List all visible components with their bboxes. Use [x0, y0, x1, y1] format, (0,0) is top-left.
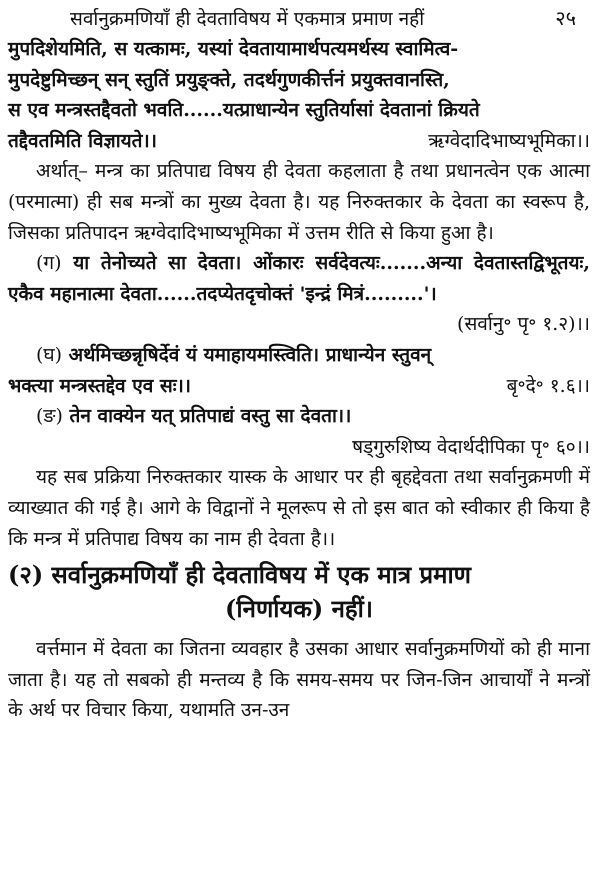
paragraph-2: यह सब प्रक्रिया निरुक्तकार यास्क के आधार पर ही बृहद्देवता तथा सर्वानुक्रमणी में व्याख्यात की गई है। आगे के विद्वानों ने मूलरूप से तो इस बात को स्वीकार ही किया है कि मन्त्र में प्रतिपाद्य विषय का नाम ही देवता है।।	[8, 466, 590, 550]
para1-text: मन्त्र का प्रतिपाद्य विषय ही देवता कहलाता है तथा प्रधानत्वेन एक आत्मा (परमात्मा) ही सब मन्त्रों का मुख्य देवता है। यह निरुक्तकार के देवता का स्वरूप है, जिसका प्रतिपादन ऋग्वेदादिभाष्यभूमिका में उत्तम रीति से किया हुआ है।	[8, 160, 590, 244]
quote1-last-line	[8, 126, 590, 157]
quote-g-source: (सर्वानु॰ पृ॰ १.२)।।	[457, 313, 590, 336]
running-title: सर्वानुक्रमणियाँ ही देवताविषय में एकमात्र प्रमाण नहीं	[70, 8, 425, 30]
quote-block-1	[8, 34, 590, 156]
section-heading-line2: (निर्णायक) नहीं।	[225, 594, 373, 624]
quote-ng-text: तेन वाक्येन यत् प्रतिपाद्यं वस्तु सा देवता।।	[62, 405, 352, 428]
quote-block-gh	[8, 340, 590, 401]
quote-ng-source: षड्गुरुशिष्य वेदार्थदीपिका पृ॰ ६०।।	[352, 435, 590, 458]
quote-g-text: या तेनोच्यते सा देवता। ओंकारः सर्वदेवत्यः.......अन्या देवतास्तद्विभूतयः, एकैव महानात्मा देवता......तदप्येतदृचोक्तं 'इन्द्रं मित्रं.........'।	[8, 252, 590, 305]
quote-gh-marker: (घ)	[36, 343, 63, 366]
para1-lead: अर्थात्–	[36, 160, 88, 183]
quote-ng-body	[8, 401, 590, 432]
running-header	[8, 0, 590, 34]
section-heading	[8, 558, 590, 626]
paragraph-1	[8, 156, 590, 248]
quote-gh-last-line	[8, 371, 590, 402]
quote-g-marker: (ग)	[36, 252, 62, 275]
quote-ng-marker: (ङ)	[36, 405, 63, 428]
page-number: २५	[555, 6, 576, 30]
section-heading-line1: (२) सर्वानुक्रमणियाँ ही देवताविषय में एक मात्र प्रमाण	[8, 560, 472, 590]
quote1-line4: तद्दैवतमिति विज्ञायते।।	[8, 129, 157, 152]
quote-gh-text2: भक्त्या मन्त्रस्तद्देव एव सः।।	[8, 374, 191, 397]
quote-g-body	[8, 248, 590, 309]
paragraph-3: वर्त्तमान में देवता का जितना व्यवहार है उसका आधार सर्वानुक्रमणियों को ही माना जाता है। यह तो सबको ही मन्तव्य है कि समय-समय पर जिन-जिन आचार्यों ने मन्त्रों के अर्थ पर विचार किया, यथामति उन-उन	[8, 638, 590, 722]
quote-block-ng	[8, 401, 590, 462]
quote-block-g	[8, 248, 590, 340]
quote1-source: ऋग्वेदादिभाष्यभूमिका।।	[428, 129, 590, 152]
quote1-line1: मुपदिशेयमिति, स यत्कामः, यस्यां देवतायामार्थपत्यमर्थस्य स्वामित्व-	[8, 38, 459, 60]
quote-gh-text1: अर्थमिच्छन्नृषिर्देवं यं यमाहायमस्त्विति। प्राधान्येन स्तुवन्	[62, 343, 432, 366]
quote-gh-line1	[8, 340, 590, 371]
quote1-line2: मुपदेष्टुमिच्छन् सन् स्तुतिं प्रयुङ्क्ते, तदर्थगुणकीर्त्तनं प्रयुक्तवानस्ति,	[8, 68, 450, 91]
quote-gh-source: बृ॰दे॰ १.६।।	[506, 374, 590, 397]
quote1-line3: स एव मन्त्रस्तद्दैवतो भवति......यत्प्राधान्येन स्तुतिर्यासां देवतानां क्रियते	[8, 99, 480, 122]
